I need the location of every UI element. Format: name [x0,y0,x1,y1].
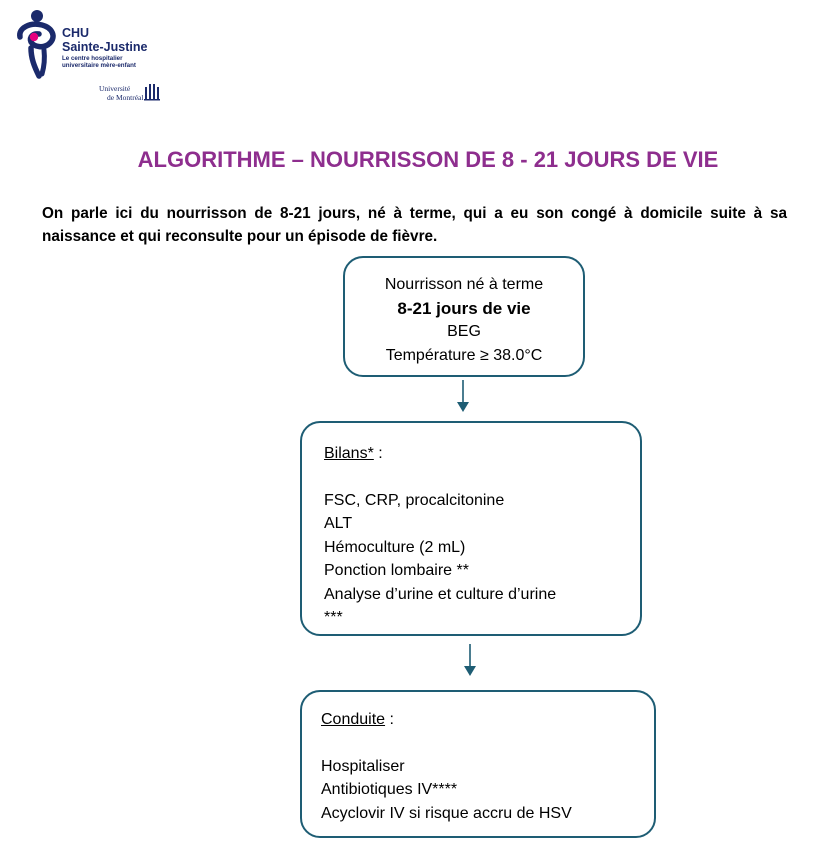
workup-item: ALT [324,515,353,532]
criteria-temperature: Température ≥ 38.0°C [385,346,543,364]
workup-heading: Bilans* [324,445,374,462]
chu-sainte-justine-logo [14,10,164,105]
udem-building-icon [144,83,160,101]
intro-paragraph: On parle ici du nourrisson de 8-21 jours, né à terme, qui a eu son congé à domicile suite à sa naissance et qui reconsulte pour un épisode de fièvre. [42,205,787,245]
criteria-term-infant: Nourrisson né à terme [384,276,544,293]
workup-box [300,421,642,636]
workup-item: Analyse d’urine et culture d’urine [324,585,557,603]
workup-heading-colon: : [373,445,383,462]
management-item: Hospitaliser [321,757,405,775]
udem-line-2: de Montréal [107,93,144,102]
workup-item: Ponction lombaire ** [324,562,469,579]
logo-tagline-1: Le centre hospitalier [62,55,123,62]
udem-line-1: Université [99,84,131,93]
management-heading: Conduite [321,711,386,728]
workup-heading-row [324,442,640,466]
down-arrow-icon [455,380,471,414]
logo-chu-text: CHU [62,26,90,40]
management-box [300,690,656,838]
management-heading-colon: : [385,711,394,728]
management-item: Acyclovir IV si risque accru de HSV [321,804,572,822]
criteria-age: 8-21 jours de vie [397,298,531,318]
management-item: Antibiotiques IV**** [321,781,458,798]
logo-hospital-name: Sainte-Justine [62,40,148,54]
workup-item: FSC, CRP, procalcitonine [324,491,505,509]
page-title: ALGORITHME – NOURRISSON DE 8 - 21 JOURS DE VIE [137,147,719,172]
universite-de-montreal-logo [97,83,163,105]
mother-child-logo-icon [14,10,60,80]
workup-item: *** [324,609,343,626]
logo-tagline-2: universitaire mère-enfant [62,62,136,69]
criteria-beg: BEG [447,323,481,340]
workup-item: Hémoculture (2 mL) [324,538,466,556]
management-heading-row [321,708,654,732]
patient-criteria-box [343,256,585,377]
down-arrow-icon [462,644,478,678]
